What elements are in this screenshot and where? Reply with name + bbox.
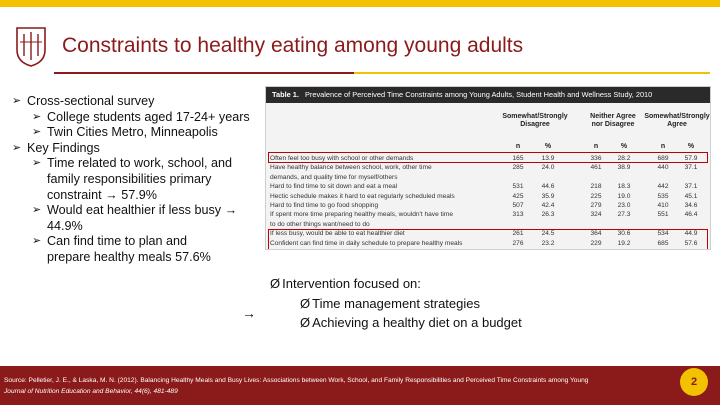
row-value: 689 <box>657 155 669 162</box>
row-value: 261 <box>512 230 524 238</box>
header-neutral: Neither Agree nor Disagree <box>590 113 636 128</box>
row-value: 364 <box>590 230 602 238</box>
row-label: demands, and quality time for myself/others <box>270 173 398 181</box>
slide-title: Constraints to healthy eating among young adults <box>62 34 524 57</box>
row-value: 425 <box>512 192 524 200</box>
sub-header: % <box>620 143 628 150</box>
page-number: 2 <box>680 368 708 396</box>
row-value: 336 <box>590 155 602 162</box>
arrow-right-icon: → <box>242 305 256 321</box>
intervention-heading-text: Intervention focused on: <box>282 276 421 291</box>
row-value: 165 <box>512 155 524 162</box>
table-caption-text: Prevalence of Perceived Time Constraints among Young Adults, Student Health and Wellness Study, 2010 <box>304 90 653 99</box>
intervention-item-text: Time management strategies <box>312 295 480 311</box>
row-value: 23.2 <box>541 239 555 247</box>
row-label: to do other things want/need to do <box>270 220 370 228</box>
row-value: 551 <box>657 211 669 219</box>
sub-header: n <box>593 143 599 150</box>
survey-table <box>265 86 711 250</box>
bullet-text: Key Findings <box>27 140 100 155</box>
row-value: 442 <box>657 183 669 191</box>
arrow-bullet-icon: Ø <box>300 295 311 311</box>
arrow-bullet-icon: ➢ <box>32 126 42 139</box>
row-value: 279 <box>590 202 602 209</box>
arrow-bullet-icon: Ø <box>300 315 311 330</box>
row-label: Have healthy balance between school, work, other time <box>270 164 432 172</box>
row-value: 19.2 <box>617 239 631 247</box>
row-value: 440 <box>657 164 669 172</box>
bullet-text: Would eat healthier if less busy → 44.9% <box>47 203 238 233</box>
row-value: 38.9 <box>617 164 631 172</box>
row-value: 276 <box>512 239 524 247</box>
source-citation: Source: Pelletier, J. E., & Laska, M. N. (2012). Balancing Healthy Meals and Busy Lives: Associations between Work, School, and Family Responsibilities and Perceived Time Constraints among Young <box>4 377 589 384</box>
row-value: 218 <box>590 183 602 191</box>
arrow-bullet-icon: ➢ <box>32 235 42 248</box>
header-disagree: Somewhat/Strongly Disagree <box>502 113 568 128</box>
row-label: Often feel too busy with school or other demands <box>270 155 414 162</box>
arrow-bullet-icon: Ø <box>270 276 281 291</box>
row-value: 13.9 <box>541 155 555 162</box>
sub-bullet-plan <box>32 234 232 265</box>
row-value: 23.0 <box>617 202 631 209</box>
title-underline-gold <box>354 72 710 74</box>
row-value: 461 <box>590 164 602 172</box>
arrow-bullet-icon: ➢ <box>32 204 42 217</box>
row-value: 37.1 <box>684 164 698 172</box>
university-seal-icon <box>14 24 48 68</box>
row-label: If spent more time preparing healthy meals, wouldn't have time <box>270 211 454 219</box>
bullet-text: College students aged 17-24+ years <box>47 109 250 124</box>
row-value: 18.3 <box>617 183 631 191</box>
bullet-text: Twin Cities Metro, Minneapolis <box>47 125 218 140</box>
row-value: 507 <box>512 202 524 209</box>
sub-bullet-time <box>32 156 262 203</box>
highlight-box-findings <box>268 229 708 250</box>
sub-header: n <box>515 143 521 150</box>
bullet-text: Cross-sectional survey <box>27 94 155 108</box>
row-value: 26.3 <box>541 211 555 219</box>
arrow-bullet-icon: ➢ <box>12 95 22 107</box>
intervention-item <box>300 294 522 314</box>
footer-bar <box>0 366 720 405</box>
row-value: 27.3 <box>617 211 631 219</box>
bullet-key-findings <box>12 141 262 157</box>
row-value: 24.0 <box>541 164 555 172</box>
row-value: 42.4 <box>541 202 555 209</box>
sub-header: n <box>660 143 666 150</box>
top-accent-bar <box>0 0 720 7</box>
journal-citation: Journal of Nutrition Education and Behavior, 44(6), 481-489 <box>4 388 178 395</box>
arrow-bullet-icon: ➢ <box>32 110 42 123</box>
row-value: 229 <box>590 239 602 247</box>
row-value: 46.4 <box>684 211 698 219</box>
bullet-survey <box>12 94 262 110</box>
row-value: 324 <box>590 211 602 219</box>
row-value: 285 <box>512 164 524 172</box>
row-value: 44.9 <box>684 230 698 238</box>
row-label: Confident can find time in daily schedule to prepare healthy meals <box>270 239 463 247</box>
row-value: 313 <box>512 211 524 219</box>
highlight-box-busy <box>268 152 708 163</box>
row-value: 225 <box>590 192 602 200</box>
row-value: 37.1 <box>684 183 698 191</box>
sub-header: % <box>687 143 695 150</box>
row-label: Hard to find time to sit down and eat a meal <box>270 183 398 191</box>
row-value: 24.5 <box>541 230 555 238</box>
row-value: 531 <box>512 183 524 191</box>
sub-bullet-healthier <box>32 203 262 234</box>
header-agree: Somewhat/Strongly Agree <box>644 113 710 128</box>
intervention-block <box>270 274 522 333</box>
row-value: 35.9 <box>541 192 555 200</box>
row-value: 57.6 <box>684 239 698 247</box>
arrow-bullet-icon: ➢ <box>32 157 42 170</box>
table-row <box>268 182 710 192</box>
table-caption-label: Table 1. <box>272 90 299 99</box>
row-value: 44.6 <box>541 183 555 191</box>
table-row <box>268 201 710 211</box>
sub-header: % <box>544 143 552 150</box>
row-value: 30.6 <box>617 230 631 238</box>
table-row <box>268 163 710 173</box>
table-caption <box>266 87 711 103</box>
row-value: 534 <box>657 230 669 238</box>
row-value: 535 <box>657 192 669 200</box>
table-row <box>268 173 710 183</box>
arrow-bullet-icon: ➢ <box>12 141 22 154</box>
title-underline <box>54 72 354 74</box>
row-label: Hectic schedule makes it hard to eat regularly scheduled meals <box>270 192 455 200</box>
row-value: 45.1 <box>684 192 698 200</box>
row-value: 28.2 <box>617 155 631 162</box>
intervention-item <box>300 313 522 333</box>
table-row <box>268 192 710 202</box>
row-value: 410 <box>657 202 669 209</box>
sub-bullet-location <box>32 125 262 141</box>
row-value: 685 <box>657 239 669 247</box>
bullet-text: Can find time to plan and prepare healthy meals 57.6% <box>47 234 211 264</box>
bullet-text: Time related to work, school, and family responsibilities primary constraint → 57.9% <box>47 156 233 202</box>
row-value: 19.0 <box>617 192 631 200</box>
row-label: Hard to find time to go food shopping <box>270 202 379 209</box>
row-value: 34.6 <box>684 202 698 209</box>
table-row <box>268 220 710 230</box>
table-row <box>268 210 710 220</box>
row-label: If less busy, would be able to eat healthier diet <box>270 230 405 238</box>
sub-bullet-students <box>32 110 262 126</box>
bullet-list <box>12 94 262 266</box>
intervention-heading <box>270 274 522 294</box>
intervention-item-text: Achieving a healthy diet on a budget <box>312 315 522 330</box>
row-value: 57.9 <box>684 155 698 162</box>
